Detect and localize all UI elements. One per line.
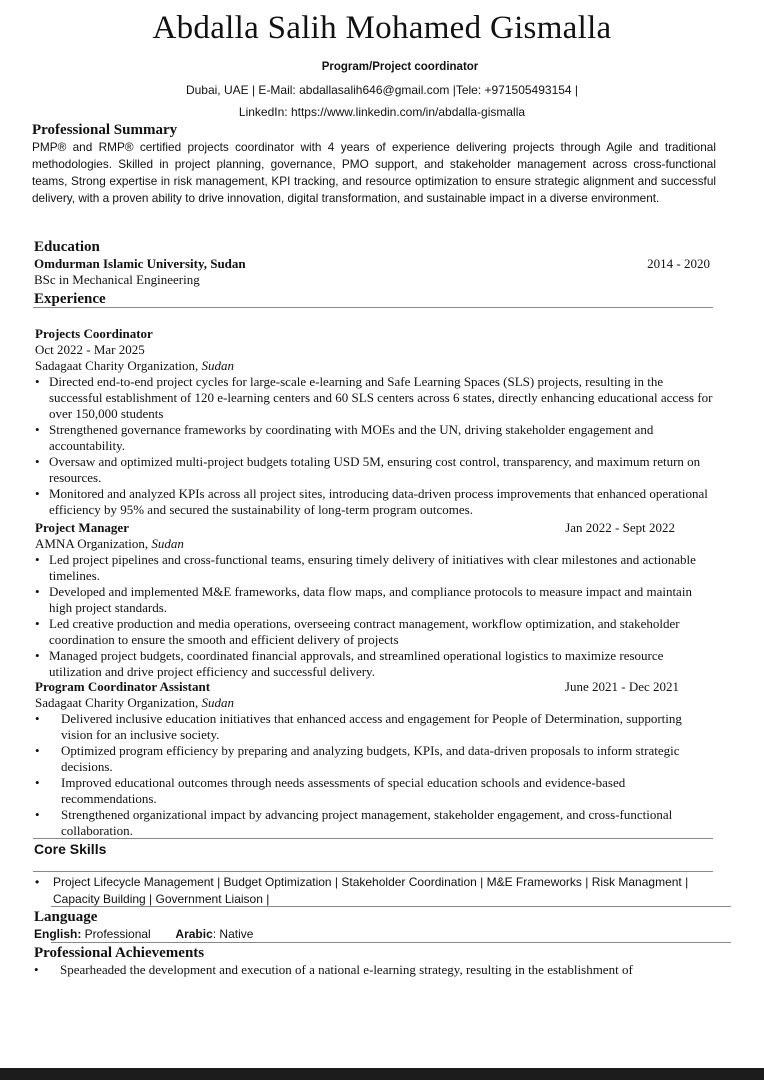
job-title: Program/Project coordinator [321,61,479,73]
bullet: • Directed end-to-end project cycles for large-scale e-learning and Safe Learning Spaces (SLS) projects, resulting in the successful establishment of 120 e-learning centers and 60 SLS centers across 6 states, directly enhancing educational access for over 150,000 students [35,374,715,422]
job-dates: Oct 2022 - Mar 2025 [35,342,145,357]
divider [33,838,713,839]
job-entry [35,326,715,518]
summary-text: PMP® and RMP® certified projects coordinator with 4 years of experience delivering projects through Agile and traditional methodologies. Skilled in project planning, governance, PMO support, and stakeholder management across cross-functional teams, Strong expertise in risk management, KPI tracking, and resource optimization to ensure strategic alignment and successful delivery, with a proven ability to drive innovation, digital transformation, and sustainable impact in a diverse environment. [32,140,716,205]
job-dates: Jan 2022 - Sept 2022 [565,520,675,535]
skills-heading: Core Skills [34,841,107,857]
education-heading: Education [34,239,100,255]
job-entry [35,679,715,839]
summary-section [32,121,716,207]
job-title: Project Manager [35,520,129,535]
bullet: • Oversaw and optimized multi-project budgets totaling USD 5M, ensuring cost control, transparency, and maximum return on resources. [35,454,715,486]
school-name: Omdurman Islamic University, Sudan [34,256,246,271]
job-bullets [35,711,695,839]
language-heading: Language [34,909,98,925]
candidate-name: Abdalla Salih Mohamed Gismalla [152,10,612,46]
bullet-icon: • [35,875,40,889]
english-level: Professional [81,927,151,941]
divider [51,906,731,907]
job-title: Projects Coordinator [35,326,153,341]
achievements-heading: Professional Achievements [34,945,205,961]
bullet: • Managed project budgets, coordinated financial approvals, and streamlined operational logistics to maximize resource utilization and drive project efficiency and successful delivery. [35,648,715,680]
bullet: • Spearheaded the development and execution of a national e-learning strategy, resulting in the establishment of [34,962,724,978]
arabic-label: Arabic [175,927,213,941]
job-location: Sudan [201,695,235,710]
divider [51,942,731,943]
job-org: AMNA Organization, [35,536,152,551]
linkedin-link[interactable]: LinkedIn: https://www.linkedin.com/in/abdalla-gismalla [238,105,526,119]
job-org: Sadagaat Charity Organization, [35,358,202,373]
education-years: 2014 - 2020 [647,256,710,271]
bullet: • Developed and implemented M&E frameworks, data flow maps, and compliance protocols to measure impact and maintain high project standards. [35,584,715,616]
bullet: • Monitored and analyzed KPIs across all project sites, introducing data-driven process improvements that enhanced operational efficiency by 95% and secured the sustainability of long-term program outcomes. [35,486,715,518]
bullet: • Optimized program efficiency by preparing and analyzing budgets, KPIs, and data-driven proposals to inform strategic decisions. [35,743,695,775]
skills-list [35,874,693,908]
skills-text: Project Lifecycle Management | Budget Optimization | Stakeholder Coordination | M&E Frameworks | Risk Managment | Capacity Building | Government Liaison | [53,875,689,906]
bullet: • Led project pipelines and cross-functional teams, ensuring timely delivery of initiatives with clear milestones and actionable timelines. [35,552,715,584]
summary-heading: Professional Summary [32,122,178,138]
bullet: • Strengthened organizational impact by advancing project management, stakeholder engagement, and cross-functional collaboration. [35,807,695,839]
job-title: Program Coordinator Assistant [35,679,211,694]
bullet: • Strengthened governance frameworks by coordinating with MOEs and the UN, driving stakeholder engagement and accountability. [35,422,715,454]
job-dates: June 2021 - Dec 2021 [564,679,679,694]
job-location: Sudan [151,536,184,551]
education-section [34,238,710,288]
job-bullets [35,552,715,680]
english-label: English: [34,927,82,941]
achievements-list [34,962,724,978]
divider [33,871,713,872]
job-org: Sadagaat Charity Organization, [35,695,202,710]
arabic-level: : Native [212,927,254,941]
job-entry [35,520,715,680]
job-location: Sudan [201,358,235,373]
job-bullets [35,374,715,518]
divider [33,307,713,308]
degree: BSc in Mechanical Engineering [34,272,200,287]
contact-line: Dubai, UAE | E-Mail: abdallasalih646@gmail.com |Tele: +971505493154 | [185,83,579,97]
language-list [34,926,253,943]
experience-heading: Experience [34,291,106,307]
bottom-bar [0,1068,764,1080]
bullet: • Improved educational outcomes through needs assessments of special education schools and evidence-based recommendations. [35,775,695,807]
bullet: • Delivered inclusive education initiatives that enhanced access and engagement for People of Determination, supporting vision for an inclusive society. [35,711,695,743]
bullet: • Led creative production and media operations, overseeing contract management, workflow optimization, and stakeholder coordination to ensure the smooth and efficient delivery of projects [35,616,715,648]
